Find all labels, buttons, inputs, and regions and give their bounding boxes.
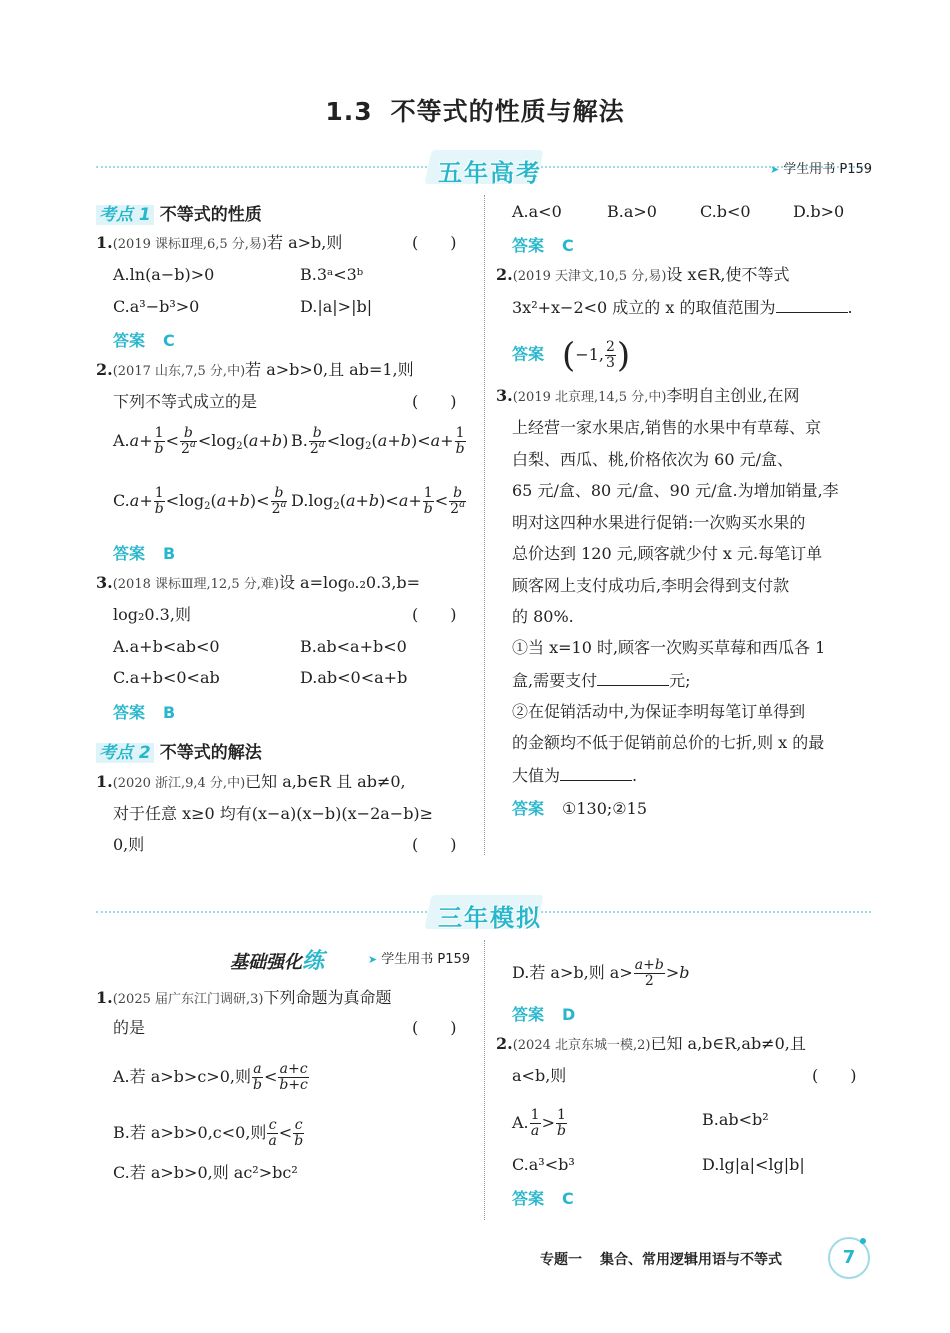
option-c: C.若 a>b>0,则 ac²>bc² — [113, 1163, 298, 1182]
question-number: 2. — [96, 360, 113, 379]
option-a: A. $\frac{1}{a}$ > $\frac{1}{b}$ — [512, 1107, 566, 1139]
question-body-line: 65 元/盒、80 元/盒、90 元/盒.为增加销量,李 — [512, 481, 839, 500]
arrow-icon: ➤ — [770, 163, 780, 176]
question-stem-cont: 下列不等式成立的是 — [113, 392, 258, 411]
answer-label: 答案 — [113, 544, 146, 563]
option-a: A.a+ $\frac{1}{b}$ < $\frac{b}{2^a}$ $<\log_2(a+b)$ — [113, 425, 289, 457]
answer-value: C — [562, 236, 574, 255]
answer-paren: ( ) — [412, 835, 457, 854]
option-b: B. $\frac{b}{2^a}$ $<\log_2(a+b)<a+$ $\frac{1}{b}$ — [291, 425, 465, 457]
option-b: B.a>0 — [607, 202, 657, 221]
question-body-line: 总价达到 120 元,顾客就少付 x 元.每笔订单 — [512, 544, 823, 563]
question-source: (2020 浙江,9,4 分,中) — [112, 776, 246, 791]
option-text: B.若 a>b>0,c<0,则 — [113, 1123, 267, 1142]
option-b: B.ab<a+b<0 — [300, 637, 407, 656]
question-number: 1. — [96, 988, 113, 1007]
option-text: A.若 a>b>c>0,则 — [113, 1067, 251, 1086]
answer-label: 答案 — [512, 236, 545, 255]
answer-value: ①130;②15 — [562, 799, 647, 818]
question-stem: 设 a=log₀.₂0.3,b= — [278, 573, 421, 592]
question-5 — [496, 265, 790, 287]
kaodian-1-heading — [96, 200, 262, 225]
stem-text: 3x²+x−2<0 成立的 x 的取值范围为 — [512, 298, 776, 317]
footer-topic — [540, 1249, 782, 1269]
answer-row — [512, 1186, 574, 1209]
decor-dot-icon — [860, 1238, 866, 1244]
question-source: (2025 届广东江门调研,3) — [112, 992, 264, 1007]
question-number: 3. — [496, 386, 513, 405]
answer-label: 答案 — [512, 799, 545, 818]
option-d: D.b>0 — [793, 202, 845, 221]
practice-heading — [230, 944, 324, 975]
answer-row — [113, 541, 175, 564]
question-stem-cont: a<b,则 — [512, 1066, 567, 1085]
answer-paren: ( ) — [412, 605, 457, 624]
option-a: A.若 a>b>c>0,则 $\frac{a}{b}$ < $\frac{a+c}{b+c}$ — [113, 1061, 308, 1093]
answer-interval-left: −1, — [575, 344, 604, 364]
question-source: (2019 北京理,14,5 分,中) — [512, 390, 667, 405]
answer-blank — [776, 297, 848, 313]
answer-row — [512, 233, 574, 256]
question-source: (2019 课标Ⅱ理,6,5 分,易) — [112, 237, 267, 252]
question-body-line: 的 80%. — [512, 607, 574, 626]
question-stem-cont — [512, 297, 853, 318]
option-c: C.b<0 — [700, 202, 751, 221]
ref-text: 学生用书 P159 — [381, 952, 471, 967]
answer-blank — [560, 765, 632, 781]
kaodian-2-heading — [96, 738, 262, 763]
section-number: 1.3 — [325, 97, 373, 126]
answer-row — [113, 700, 175, 723]
question-stem: 若 a>b>0,且 ab=1,则 — [245, 360, 414, 379]
sub-question-1-cont — [512, 670, 691, 691]
stem-end: 元; — [669, 671, 691, 690]
page-number: 7 — [828, 1237, 870, 1279]
footer-topic-title: 集合、常用逻辑用语与不等式 — [600, 1252, 782, 1268]
option-d: $D.\log_2(a+b)<a+$ $\frac{1}{b}$ < $\frac{b}{2^a}$ — [291, 485, 466, 517]
practice-lian: 练 — [302, 949, 325, 974]
stem-text: 盒,需要支付 — [512, 671, 598, 690]
sub-question-2-cont: 的金额均不低于促销前总价的七折,则 x 的最 — [512, 733, 825, 752]
question-2 — [96, 360, 414, 382]
student-book-ref — [770, 158, 872, 177]
answer-value: B — [163, 703, 176, 722]
answer-paren: ( ) — [412, 392, 457, 411]
answer-paren: ( ) — [412, 1018, 457, 1037]
question-number: 1. — [96, 772, 113, 791]
question-source: (2017 山东,7,5 分,中) — [112, 364, 246, 379]
question-body-line: 白梨、西瓜、桃,价格依次为 60 元/盒、 — [512, 449, 794, 469]
question-stem: 已知 a,b∈R 且 ab≠0, — [245, 772, 406, 791]
option-d: D.lg|a|<lg|b| — [702, 1155, 805, 1174]
answer-paren: ( ) — [812, 1066, 857, 1085]
option-d: D.|a|>|b| — [300, 297, 373, 316]
mock-question-1 — [96, 988, 391, 1010]
student-book-ref — [368, 948, 470, 967]
question-stem: 李明自主创业,在网 — [666, 386, 800, 405]
question-stem-cont: 的是 — [113, 1018, 146, 1037]
answer-row — [113, 328, 175, 351]
question-stem: 设 x∈R,使不等式 — [666, 265, 790, 284]
option-c: C.a+b<0<ab — [113, 668, 220, 687]
sub-question-2: ②在促销活动中,为保证李明每笔订单得到 — [512, 702, 806, 721]
answer-label: 答案 — [512, 1005, 545, 1024]
section-title — [0, 92, 950, 128]
question-source: (2018 课标Ⅲ理,12,5 分,难) — [112, 577, 279, 592]
option-b: B.ab<b² — [702, 1110, 769, 1129]
practice-title: 基础强化 — [230, 952, 302, 973]
question-stem-cont: 0,则 — [113, 835, 145, 854]
kaodian-tag: 考点 2 — [96, 743, 154, 763]
answer-row — [512, 1002, 575, 1025]
question-source: (2019 天津文,10,5 分,易) — [512, 269, 667, 284]
question-stem-cont: log₂0.3,则 — [113, 605, 191, 624]
question-number: 1. — [96, 233, 113, 252]
column-divider — [484, 195, 485, 855]
question-source: (2024 北京东城一模,2) — [512, 1038, 651, 1053]
answer-label: 答案 — [113, 703, 146, 722]
question-number: 3. — [96, 573, 113, 592]
option-d: D.ab<0<a+b — [300, 668, 408, 687]
question-number: 2. — [496, 265, 513, 284]
question-stem: 已知 a,b∈R,ab≠0,且 — [650, 1034, 806, 1053]
stem-end: . — [632, 766, 638, 785]
ref-text: 学生用书 P159 — [783, 162, 873, 177]
kaodian-title: 不等式的性质 — [159, 205, 262, 225]
kaodian-title: 不等式的解法 — [159, 743, 262, 763]
band-title-three-years: 三年模拟 — [438, 904, 542, 932]
answer-label: 答案 — [512, 1189, 545, 1208]
mock-question-2 — [496, 1034, 806, 1056]
option-c: C.a³−b³>0 — [113, 297, 200, 316]
answer-blank — [597, 670, 669, 686]
question-stem: 下列命题为真命题 — [263, 988, 392, 1007]
answer-value: C — [163, 331, 175, 350]
answer-frac-num: 2 — [605, 338, 615, 355]
answer-value: (−1, $\frac{2}{3}$ ) — [562, 335, 631, 375]
column-divider — [484, 940, 485, 1220]
option-a: A.a+b<ab<0 — [113, 637, 220, 656]
question-number: 2. — [496, 1034, 513, 1053]
question-4 — [96, 772, 406, 794]
answer-label: 答案 — [113, 331, 146, 350]
option-a: A.ln(a−b)>0 — [113, 265, 215, 284]
option-c: C.a+ $\frac{1}{b}$ $<\log_2(a+b)<$ $\frac{b}{2^a}$ — [113, 485, 287, 517]
answer-value: D — [562, 1005, 576, 1024]
option-a: A.a<0 — [512, 202, 562, 221]
question-3 — [96, 573, 420, 595]
question-body-line: 明对这四种水果进行促销:一次购买水果的 — [512, 512, 806, 532]
question-stem-cont: 对于任意 x≥0 均有(x−a)(x−b)(x−2a−b)≥ — [113, 804, 434, 823]
arrow-icon: ➤ — [368, 953, 378, 966]
question-body-line: 上经营一家水果店,销售的水果中有草莓、京 — [512, 418, 822, 437]
question-stem: 若 a>b,则 — [266, 233, 343, 252]
band-title-five-years: 五年高考 — [438, 159, 542, 187]
footer-topic-label: 专题一 — [540, 1252, 582, 1268]
option-text: D.若 a>b,则 a> — [512, 963, 633, 982]
answer-label: 答案 — [512, 344, 545, 364]
option-d: D.若 a>b,则 a> $\frac{a+b}{2}$ >b — [512, 957, 690, 989]
answer-value: B — [163, 544, 176, 563]
question-body-line: 顾客网上支付成功后,李明会得到支付款 — [512, 575, 790, 595]
answer-row — [512, 796, 647, 819]
answer-row — [512, 335, 631, 375]
question-1 — [96, 233, 342, 255]
option-b: B.若 a>b>0,c<0,则 $\frac{c}{a}$ < $\frac{c}{b}$ — [113, 1117, 304, 1149]
section-name: 不等式的性质与解法 — [390, 97, 625, 126]
option-c: C.a³<b³ — [512, 1155, 575, 1174]
answer-value: C — [562, 1189, 574, 1208]
answer-frac-den: 3 — [605, 354, 615, 371]
kaodian-tag: 考点 1 — [96, 205, 154, 225]
question-6 — [496, 386, 800, 408]
stem-end: . — [847, 298, 853, 317]
stem-text: 大值为 — [512, 766, 561, 785]
option-b: B.3ᵃ<3ᵇ — [300, 265, 364, 284]
answer-paren: ( ) — [412, 233, 457, 252]
option-text: A. — [512, 1113, 529, 1132]
sub-question-2-end — [512, 765, 637, 786]
sub-question-1: ①当 x=10 时,顾客一次购买草莓和西瓜各 1 — [512, 638, 826, 657]
